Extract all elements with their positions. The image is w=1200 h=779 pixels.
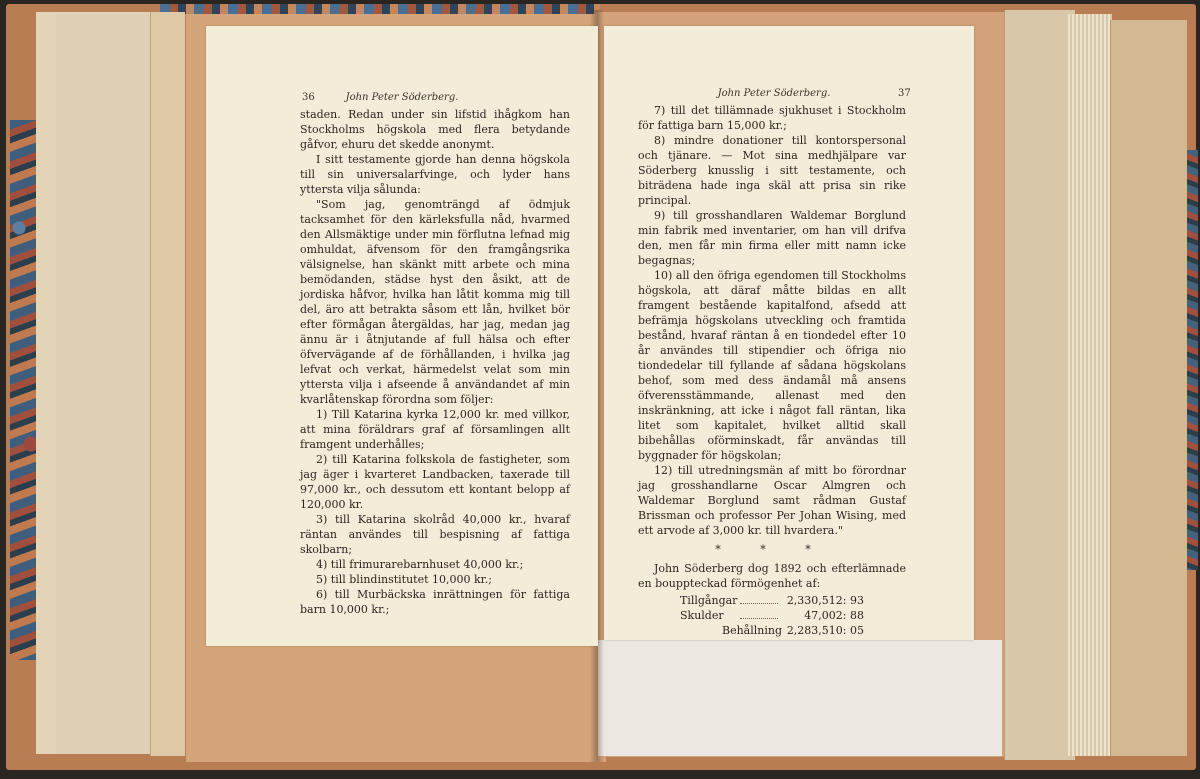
paragraph: "Som jag, genomträngd af ödmjuk tacksamhet för den kärleksfulla nåd, hvarmed den Allsmäktige under min förflutna lefnad mig omhuldat, äfvensom för den framgångsrika välsignelse, han skänkt mitt arbete och mina bemödanden, städse hyst den åsikt, att de jordiska håfvor, hvilka han låtit komma mig till del, äro att betrakta såsom ett lån, hvilket bör efter förmågan återgäldas, har jag, medan jag ännu är i åtnjutande af full hälsa och efter öfvervägande af de förhållanden, i hvilka jag lefvat och verkat, härmedelst velat som min yttersta vilja i afseende å användandet af min kvarlåtenskap förordna som följer: xyxy=(300,198,570,406)
paragraph: 7) till det tillämnade sjukhuset i Stockholm för fattiga barn 15,000 kr.; xyxy=(638,104,906,132)
balance-label: Behållning xyxy=(721,624,782,637)
page-edges-stack xyxy=(1068,14,1112,756)
running-head: John Peter Söderberg. xyxy=(717,88,831,99)
right-page xyxy=(604,26,974,640)
paragraph: 1) Till Katarina kyrka 12,000 kr. med villkor, att mina föräldrars graf af församlingen allt framgent underhålles; xyxy=(300,408,570,451)
blank-leaf-lower xyxy=(598,640,1002,756)
account-value: 47,002: 88 xyxy=(804,609,864,622)
closing-paragraph: John Söderberg dog 1892 och efterlämnade en bouppteckad förmögenhet af: xyxy=(638,562,906,590)
paragraph: 3) till Katarina skolråd 40,000 kr., hvaraf räntan användes till bespisning af fattiga skolbarn; xyxy=(300,513,570,556)
estate-account xyxy=(680,593,864,638)
paragraph: 6) till Murbäckska inrättningen för fattiga barn 10,000 kr.; xyxy=(300,588,570,616)
paragraph: 8) mindre donationer till kontorspersonal och tjänare. — Mot sina medhjälpare var Söderberg knusslig i sitt testamente, och biträdena hade inga skäl att prisa sin rike principal. xyxy=(638,134,906,207)
leader-dots xyxy=(740,593,778,604)
leader-dots xyxy=(740,608,778,619)
balance-row xyxy=(680,623,864,638)
paragraph: I sitt testamente gjorde han denna högskola till sin universalarfvinge, och lyder hans yttersta vilja sålunda: xyxy=(300,153,570,196)
right-page-text xyxy=(638,103,906,638)
paragraph: staden. Redan under sin lifstid ihågkom han Stockholms högskola med flera betydande gåfvor, ehuru det skedde anonymt. xyxy=(300,108,570,151)
account-value: 2,330,512: 93 xyxy=(786,594,864,607)
page-block-right xyxy=(1004,10,1075,760)
paragraph: 12) till utredningsmän af mitt bo förordnar jag grosshandlarne Oscar Almgren och Waldemar Borglund samt rådman Gustaf Brissman och professor Per Johan Wising, med ett arvode af 3,000 kr. till hvardera." xyxy=(638,464,906,537)
section-divider: * * * xyxy=(715,543,829,556)
page-stub-left xyxy=(150,12,185,756)
marbled-edge-top xyxy=(160,4,600,14)
endpaper-fold xyxy=(56,14,153,754)
paragraph: 9) till grosshandlaren Waldemar Borglund min fabrik med inventarier, om han vill drifva den, men får min firma eller mitt namn icke begagnas; xyxy=(638,209,906,267)
running-head: John Peter Söderberg. xyxy=(345,92,459,103)
marbled-edge-right xyxy=(1186,150,1198,570)
page-number: 37 xyxy=(898,88,911,99)
left-page xyxy=(206,26,598,646)
paragraph: 4) till frimurarebarnhuset 40,000 kr.; xyxy=(316,558,524,571)
paragraph: 10) all den öfriga egendomen till Stockholms högskola, att däraf måtte bildas en allt framgent bestående kapitalfond, afsedd att befrämja högskolans utveckling och framtida bestånd, hvaraf räntan å en tiondedel efter 10 år användes till stipendier och öfriga nio tiondedelar till fyllande af sådana högskolans behof, som med dess ändamål må ansens öfverensstämmande, allenast med den inskränkning, att icke i något fall räntan, lika litet som kapitalet, hvilket alltid skall bibehållas oförminskadt, får användas till byggnader för högskolan; xyxy=(638,269,906,462)
back-pages xyxy=(1110,20,1187,756)
account-label: Tillgångar xyxy=(680,594,738,607)
account-label: Skulder xyxy=(680,609,724,622)
paragraph: 5) till blindinstitutet 10,000 kr.; xyxy=(316,573,492,586)
page-number: 36 xyxy=(302,92,315,103)
account-row xyxy=(680,593,864,608)
left-page-text xyxy=(300,107,570,617)
paragraph: 2) till Katarina folkskola de fastigheter, som jag äger i kvarteret Landbacken, taxerade till 97,000 kr., och dessutom ett kontant belopp af 120,000 kr. xyxy=(300,453,570,511)
balance-value: 2,283,510: 05 xyxy=(786,624,864,637)
account-row xyxy=(680,608,864,623)
